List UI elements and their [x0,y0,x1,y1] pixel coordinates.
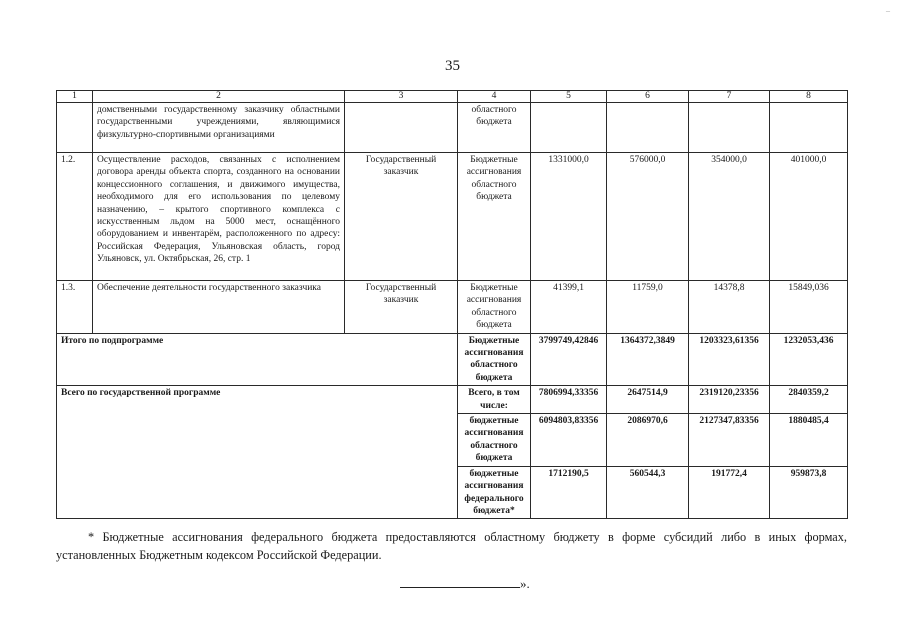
value-year-2: 2127347,83356 [689,414,770,467]
value-year-2: 1203323,61356 [689,333,770,386]
value-total: 6094803,83356 [531,414,607,467]
table-row [57,153,848,281]
value-year-3: 15849,036 [770,281,848,334]
footnote: * Бюджетные ассигнования федерального бюджета предоставляются областному бюджету в форме субсидий либо в иных формах, установленных Бюджетным кодексом Российской Федерации. [56,530,847,562]
value-year-1: 576000,0 [607,153,689,281]
column-number: 7 [689,91,770,103]
funding-source: Бюджетные ассигнования областного бюджета [458,281,531,334]
value-year-3: 1880485,4 [770,414,848,467]
budget-table [56,90,848,519]
executor: Государственный заказчик [345,281,458,334]
value-year-1: 2647514,9 [607,386,689,414]
row-description: Осуществление расходов, связанных с исполнением договора аренды объекта спорта, созданного на основании концессионного соглашения, и движимого имущества, необходимого для его использования по целевому назначению, – крытого спортивного комплекса с искусственным льдом на 5000 мест, оснащённого оборудованием и инвентарём, расположенного по адресу: Российская Федерация, Ульяновская область, город Ульяновск, ул. Октябрьская, 26, стр. 1 [93,153,345,281]
row-description: домственными государственному заказчику областными государственными учреждениями, являющимися физкультурно-спортивными организациями [93,103,345,153]
column-number: 6 [607,91,689,103]
value-year-3: 2840359,2 [770,386,848,414]
value-year-2: 14378,8 [689,281,770,334]
column-number: 1 [57,91,93,103]
row-number: 1.3. [57,281,93,334]
subtotal-row [57,333,848,386]
closing-line [400,576,530,592]
column-number: 5 [531,91,607,103]
corner-mark: – [886,6,890,15]
funding-source: бюджетные ассигнования федерального бюджета* [458,466,531,519]
closing-quote: ». [520,576,530,591]
value-year-3: 1232053,436 [770,333,848,386]
column-numbers-row [57,91,848,103]
column-number: 3 [345,91,458,103]
value-year-2: 191772,4 [689,466,770,519]
value-year-2: 2319120,23356 [689,386,770,414]
funding-source: Всего, в том числе: [458,386,531,414]
value-total: 3799749,42846 [531,333,607,386]
total-row [57,386,848,414]
table-row [57,103,848,153]
column-number: 4 [458,91,531,103]
column-number: 8 [770,91,848,103]
value-total: 7806994,33356 [531,386,607,414]
value-year-2: 354000,0 [689,153,770,281]
table-row [57,281,848,334]
funding-source: Бюджетные ассигнования областного бюджета [458,333,531,386]
total-label: Всего по государственной программе [57,386,458,519]
value-year-1: 2086970,6 [607,414,689,467]
value-total: 41399,1 [531,281,607,334]
value-year-3: 959873,8 [770,466,848,519]
row-description: Обеспечение деятельности государственного заказчика [93,281,345,334]
column-number: 2 [93,91,345,103]
subtotal-label: Итого по подпрограмме [57,333,458,386]
executor: Государственный заказчик [345,153,458,281]
signature-rule [400,577,520,588]
value-year-1: 560544,3 [607,466,689,519]
row-number: 1.2. [57,153,93,281]
value-total: 1331000,0 [531,153,607,281]
funding-source: областного бюджета [458,103,531,153]
value-year-3: 401000,0 [770,153,848,281]
funding-source: бюджетные ассигнования областного бюджета [458,414,531,467]
value-year-1: 1364372,3849 [607,333,689,386]
funding-source: Бюджетные ассигнования областного бюджета [458,153,531,281]
value-year-1: 11759,0 [607,281,689,334]
value-total: 1712190,5 [531,466,607,519]
page-number: 35 [445,58,460,74]
